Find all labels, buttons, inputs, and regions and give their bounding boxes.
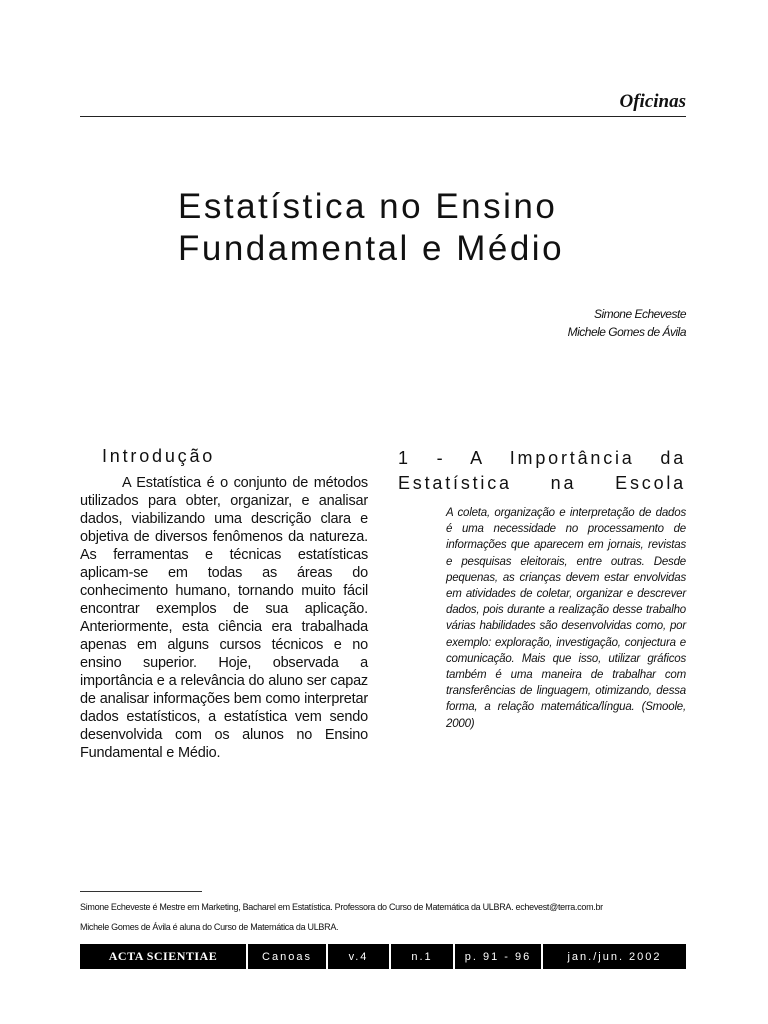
intro-paragraph xyxy=(80,474,368,762)
footer-volume: v.4 xyxy=(328,944,391,969)
intro-text: A Estatística é o conjunto de métodos utilizados para obter, organizar, e analisar dados, viabilizando uma descrição clara e objetiva de diversos fenômenos da natureza. As ferramentas e técnicas estatísticas aplicam-se em todas as áreas do conhecimento humano, tornando muito fácil encontrar exemplos de sua aplicação. Anteriormente, esta ciência era trabalhada apenas em alguns cursos técnicos e no ensino superior. Hoje, observada a importância e a relevância do aluno ser capaz de analisar informações bem como interpretar dados estatísticos, a estatística vem sendo desenvolvida com os alunos no Ensino Fundamental e Médio. xyxy=(80,475,368,761)
footer-date: jan./jun. 2002 xyxy=(567,950,662,963)
section-label: Oficinas xyxy=(619,91,686,112)
footer-journal: ACTA SCIENTIAE xyxy=(80,944,248,969)
section1-heading-line-2: Estatística na Escola xyxy=(398,473,686,493)
journal-footer-bar xyxy=(80,944,686,969)
author-name: Simone Echeveste xyxy=(593,307,686,321)
author-list xyxy=(568,305,686,341)
intro-heading: Introdução xyxy=(102,446,216,466)
header-divider xyxy=(80,116,686,117)
author-name: Michele Gomes de Ávila xyxy=(567,325,686,339)
footer-pages: p. 91 - 96 xyxy=(455,944,543,969)
footer-number: n.1 xyxy=(391,944,455,969)
footnote-divider xyxy=(80,891,202,892)
title-line-1: Estatística no Ensino xyxy=(178,187,558,226)
title-line-2: Fundamental e Médio xyxy=(178,229,565,268)
article-title xyxy=(178,186,628,270)
section1-heading xyxy=(398,446,686,496)
section1-heading-line-1: 1 - A Importância da xyxy=(398,448,686,468)
footer-city: Canoas xyxy=(248,944,328,969)
footnote-author-2: Michele Gomes de Ávila é aluna do Curso de Matemática da ULBRA. xyxy=(80,922,339,932)
section1-quote: A coleta, organização e interpretação de dados é uma necessidade no processamento de informações que aparecem em jornais, revistas e pesquisas eleitorais, entre outras. Desde pequenas, as crianças devem estar envolvidas em atividades de coletar, organizar e descrever dados, pois durante a realização desse trabalho várias habilidades são desenvolvidas como, por exemplo: exploração, investigação, conjectura e comunicação. Mais que isso, utilizar gráficos também é uma maneira de trabalhar com transferências de linguagem, otimizando, dessa forma, a relação matemática/língua. (Smoole, 2000) xyxy=(446,507,686,730)
footnote-author-1: Simone Echeveste é Mestre em Marketing, Bacharel em Estatística. Professora do Curso de Matemática da ULBRA. echevest@terra.com.br xyxy=(80,902,603,912)
